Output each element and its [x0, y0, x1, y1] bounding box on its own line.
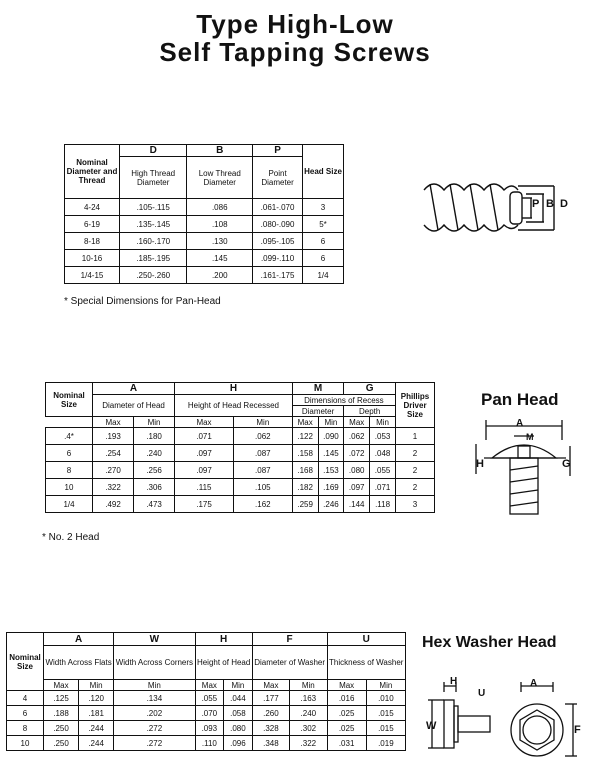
- table-cell: .097: [175, 462, 234, 479]
- table-cell: .244: [79, 721, 114, 736]
- table-cell: .071: [175, 428, 234, 445]
- table-row: [46, 445, 435, 462]
- b-header-text: Low Thread Diameter: [187, 157, 253, 199]
- table-cell: .096: [224, 736, 253, 751]
- table-cell: .090: [318, 428, 344, 445]
- table-cell: .270: [93, 462, 134, 479]
- a3-max: Max: [44, 680, 79, 691]
- table-cell: .125: [44, 691, 79, 706]
- thread-dimensions-table: [64, 144, 344, 284]
- h-min: Min: [233, 417, 292, 428]
- table-cell: .200: [187, 267, 253, 284]
- hex-washer-top-diagram: [505, 678, 585, 768]
- f3-header-letter: F: [252, 633, 327, 646]
- f3-header-text: Diameter of Washer: [252, 646, 327, 680]
- table-cell: .071: [370, 479, 396, 496]
- table-cell: 6-19: [65, 216, 120, 233]
- a-max: Max: [93, 417, 134, 428]
- table-cell: .473: [134, 496, 175, 513]
- h3-min: Min: [224, 680, 253, 691]
- table-row: [7, 721, 406, 736]
- table-cell: .145: [187, 250, 253, 267]
- screw-b-label: B: [546, 198, 554, 210]
- table-cell: .185-.195: [120, 250, 187, 267]
- u3-header-text: Thickness of Washer: [327, 646, 405, 680]
- screw-p-label: P: [532, 198, 540, 210]
- nominal-size-header: Nominal Size: [46, 383, 93, 417]
- g-max: Max: [344, 417, 370, 428]
- table-cell: 1/4-15: [65, 267, 120, 284]
- table-cell: 10-16: [65, 250, 120, 267]
- hex-washer-head-label: Hex Washer Head: [422, 634, 557, 651]
- table-cell: .010: [366, 691, 405, 706]
- table-cell: .302: [290, 721, 327, 736]
- f3-min: Min: [290, 680, 327, 691]
- table-cell: .130: [187, 233, 253, 250]
- a-min: Min: [134, 417, 175, 428]
- table-cell: .095-.105: [253, 233, 303, 250]
- table-cell: 4: [7, 691, 44, 706]
- table2-note: * No. 2 Head: [42, 532, 100, 543]
- m-sub-header: Diameter: [292, 406, 344, 417]
- head-size-header: Head Size: [303, 145, 344, 199]
- table-cell: .031: [327, 736, 366, 751]
- table-cell: .272: [114, 721, 195, 736]
- table-cell: .181: [79, 706, 114, 721]
- table-cell: .015: [366, 706, 405, 721]
- table-cell: .044: [224, 691, 253, 706]
- table-cell: .055: [370, 462, 396, 479]
- table-row: [46, 496, 435, 513]
- table-cell: .105: [233, 479, 292, 496]
- hex-h-label: H: [450, 676, 458, 687]
- table-cell: .180: [134, 428, 175, 445]
- table-cell: .328: [252, 721, 289, 736]
- table-cell: .260: [252, 706, 289, 721]
- table-cell: .025: [327, 706, 366, 721]
- table-cell: .250: [44, 721, 79, 736]
- page-title-line1: Type High-Low: [196, 9, 394, 39]
- table-cell: 10: [46, 479, 93, 496]
- table-cell: .070: [195, 706, 224, 721]
- table-cell: .015: [366, 721, 405, 736]
- table-cell: .256: [134, 462, 175, 479]
- table-cell: 3: [396, 496, 435, 513]
- table-row: [46, 462, 435, 479]
- table-cell: .145: [318, 445, 344, 462]
- table-cell: .272: [114, 736, 195, 751]
- h-max: Max: [175, 417, 234, 428]
- table1-note: * Special Dimensions for Pan-Head: [64, 296, 221, 307]
- table-cell: .105-.115: [120, 199, 187, 216]
- g-header-letter: G: [344, 383, 396, 395]
- table-cell: .072: [344, 445, 370, 462]
- m-max: Max: [292, 417, 318, 428]
- nominal-header: Nominal Diameter and Thread: [65, 145, 120, 199]
- table-cell: 2: [396, 479, 435, 496]
- table-cell: .058: [224, 706, 253, 721]
- hex-a-label: A: [530, 678, 538, 689]
- table-cell: .168: [292, 462, 318, 479]
- table-cell: .135-.145: [120, 216, 187, 233]
- f3-max: Max: [252, 680, 289, 691]
- screw-d-label: D: [560, 198, 568, 210]
- table-cell: 1: [396, 428, 435, 445]
- table-row: [7, 736, 406, 751]
- self-tapping-screw-diagram: [414, 170, 584, 250]
- recess-header-text: Dimensions of Recess: [292, 395, 395, 406]
- table-cell: 8: [46, 462, 93, 479]
- table-cell: 4-24: [65, 199, 120, 216]
- h-header-text: Height of Head Recessed: [175, 395, 293, 417]
- table-cell: .240: [290, 706, 327, 721]
- page-title-line2: Self Tapping Screws: [159, 37, 431, 67]
- table-row: [7, 706, 406, 721]
- table-cell: .348: [252, 736, 289, 751]
- table-cell: .244: [79, 736, 114, 751]
- table-cell: .492: [93, 496, 134, 513]
- table-cell: .134: [114, 691, 195, 706]
- table-cell: .016: [327, 691, 366, 706]
- table-cell: .175: [175, 496, 234, 513]
- h-header-letter: H: [175, 383, 293, 395]
- a-header-letter: A: [93, 383, 175, 395]
- a3-header-letter: A: [44, 633, 114, 646]
- table-cell: .061-.070: [253, 199, 303, 216]
- table-cell: .080: [224, 721, 253, 736]
- h3-header-letter: H: [195, 633, 252, 646]
- table-cell: 6: [303, 233, 344, 250]
- b-header-letter: B: [187, 145, 253, 157]
- a-header-text: Diameter of Head: [93, 395, 175, 417]
- w3-header-text: Width Across Corners: [114, 646, 195, 680]
- g-sub-header: Depth: [344, 406, 396, 417]
- table-row: [46, 428, 435, 445]
- hex-washer-head-table: [6, 632, 406, 751]
- table-cell: .250: [44, 736, 79, 751]
- table-cell: .193: [93, 428, 134, 445]
- table-row: [65, 216, 344, 233]
- table-cell: .254: [93, 445, 134, 462]
- d-header-text: High Thread Diameter: [120, 157, 187, 199]
- table-cell: 8-18: [65, 233, 120, 250]
- hex-w-label: W: [426, 720, 437, 732]
- table-cell: .019: [366, 736, 405, 751]
- h3-max: Max: [195, 680, 224, 691]
- table-cell: .322: [93, 479, 134, 496]
- table-cell: .099-.110: [253, 250, 303, 267]
- u3-header-letter: U: [327, 633, 405, 646]
- table-row: [65, 199, 344, 216]
- m-min: Min: [318, 417, 344, 428]
- pan-h-label: H: [476, 458, 484, 470]
- table-cell: .122: [292, 428, 318, 445]
- table-cell: 3: [303, 199, 344, 216]
- hex-f-label: F: [574, 724, 581, 736]
- table-cell: 6: [303, 250, 344, 267]
- table-cell: .055: [195, 691, 224, 706]
- p-header-letter: P: [253, 145, 303, 157]
- table-cell: .4*: [46, 428, 93, 445]
- table-cell: .087: [233, 462, 292, 479]
- table-row: [7, 691, 406, 706]
- table-cell: .160-.170: [120, 233, 187, 250]
- table-cell: 6: [46, 445, 93, 462]
- table-cell: .188: [44, 706, 79, 721]
- table-cell: .161-.175: [253, 267, 303, 284]
- nominal-size-header-3: Nominal Size: [7, 633, 44, 691]
- table-cell: 8: [7, 721, 44, 736]
- pan-a-label: A: [516, 418, 524, 429]
- table-cell: .120: [79, 691, 114, 706]
- table-cell: .080-.090: [253, 216, 303, 233]
- table-cell: .158: [292, 445, 318, 462]
- w3-header-letter: W: [114, 633, 195, 646]
- table-cell: .062: [344, 428, 370, 445]
- table-cell: .306: [134, 479, 175, 496]
- pan-head-label: Pan Head: [481, 390, 559, 409]
- table-cell: .108: [187, 216, 253, 233]
- table-cell: .087: [233, 445, 292, 462]
- table-cell: .025: [327, 721, 366, 736]
- table-cell: .153: [318, 462, 344, 479]
- table-cell: .322: [290, 736, 327, 751]
- w3-min: Min: [114, 680, 195, 691]
- u3-max: Max: [327, 680, 366, 691]
- table-cell: .118: [370, 496, 396, 513]
- table-cell: .097: [175, 445, 234, 462]
- d-header-letter: D: [120, 145, 187, 157]
- p-header-text: Point Diameter: [253, 157, 303, 199]
- table-cell: 6: [7, 706, 44, 721]
- u3-min: Min: [366, 680, 405, 691]
- table-cell: .169: [318, 479, 344, 496]
- table-row: [65, 233, 344, 250]
- table-cell: .202: [114, 706, 195, 721]
- pan-head-diagram: [470, 418, 580, 528]
- table-cell: .163: [290, 691, 327, 706]
- table-cell: .250-.260: [120, 267, 187, 284]
- table-cell: .240: [134, 445, 175, 462]
- a3-header-text: Width Across Flats: [44, 646, 114, 680]
- g-min: Min: [370, 417, 396, 428]
- a3-min: Min: [79, 680, 114, 691]
- table-cell: 2: [396, 445, 435, 462]
- table-cell: .182: [292, 479, 318, 496]
- table-cell: .093: [195, 721, 224, 736]
- table-cell: 2: [396, 462, 435, 479]
- pan-g-label: G: [562, 458, 571, 470]
- table-cell: .162: [233, 496, 292, 513]
- pan-m-label: M: [526, 432, 534, 442]
- table-row: [46, 479, 435, 496]
- table-cell: .110: [195, 736, 224, 751]
- table-cell: .048: [370, 445, 396, 462]
- table-cell: 5*: [303, 216, 344, 233]
- table-row: [65, 267, 344, 284]
- h3-header-text: Height of Head: [195, 646, 252, 680]
- hex-u-label: U: [478, 688, 486, 699]
- table-cell: 10: [7, 736, 44, 751]
- table-cell: .097: [344, 479, 370, 496]
- table-cell: .086: [187, 199, 253, 216]
- table-cell: .080: [344, 462, 370, 479]
- pan-head-table: [45, 382, 435, 513]
- table-cell: 1/4: [46, 496, 93, 513]
- table-cell: .246: [318, 496, 344, 513]
- table-cell: .144: [344, 496, 370, 513]
- phillips-header: Phillips Driver Size: [396, 383, 435, 428]
- table-cell: .177: [252, 691, 289, 706]
- table-cell: .115: [175, 479, 234, 496]
- table-cell: 1/4: [303, 267, 344, 284]
- table-cell: .259: [292, 496, 318, 513]
- table-cell: .053: [370, 428, 396, 445]
- m-header-letter: M: [292, 383, 344, 395]
- table-row: [65, 250, 344, 267]
- table-cell: .062: [233, 428, 292, 445]
